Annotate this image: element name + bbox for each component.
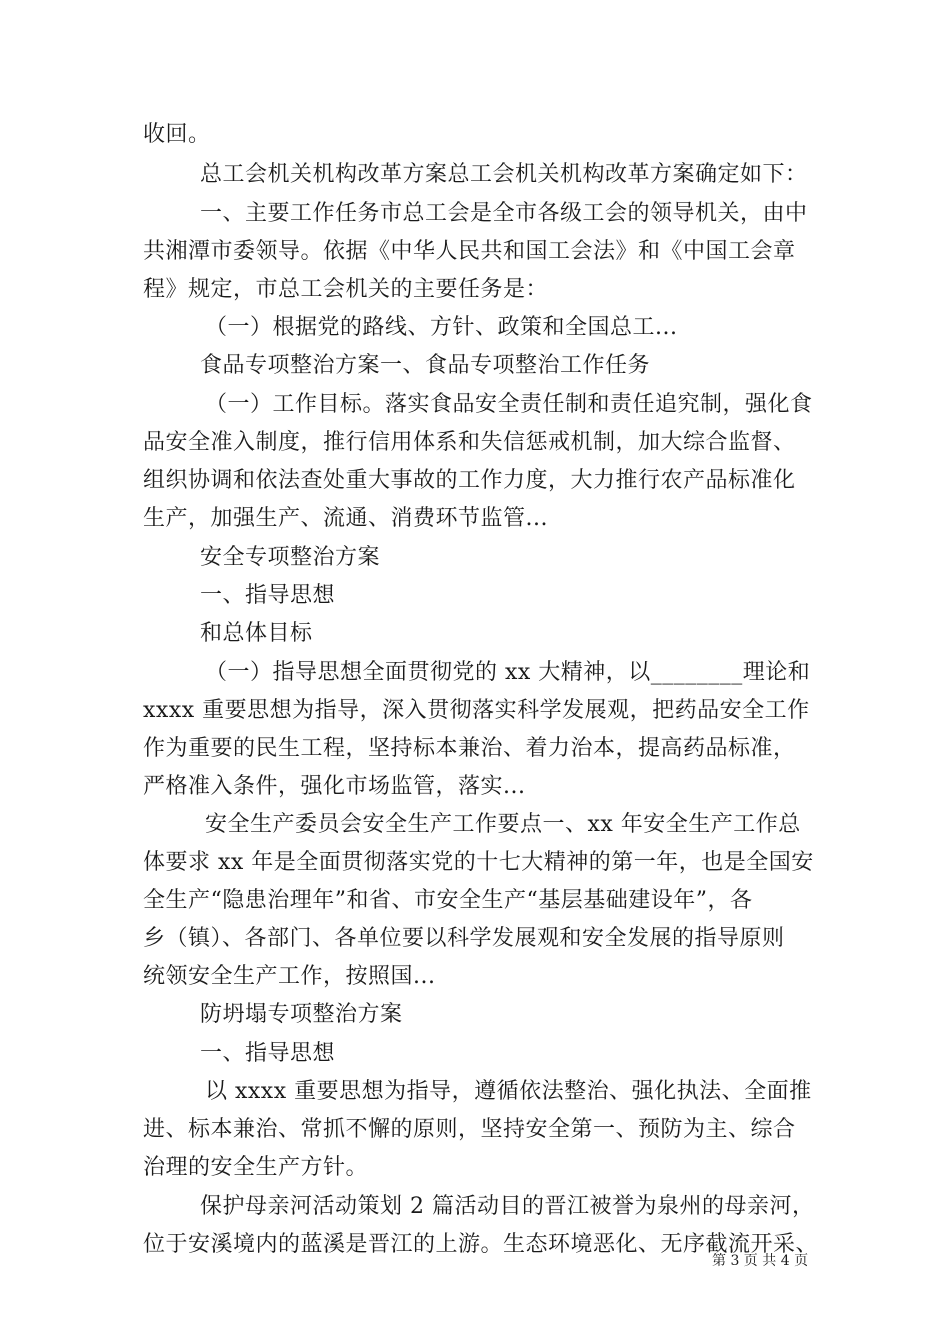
text-line: 安全专项整治方案	[200, 545, 381, 570]
text-line: 一、指导思想	[200, 1041, 336, 1066]
text-line: 生产，加强生产、流通、消费环节监管...	[143, 506, 548, 531]
text-line: 乡（镇）、各部门、各单位要以科学发展观和安全发展的指导原则	[143, 926, 785, 951]
text-line: 食品专项整治方案一、食品专项整治工作任务	[200, 353, 651, 378]
text-line: 全生产“隐患治理年”和省、市安全生产“基层基础建设年”，各	[143, 888, 753, 913]
text-line: 一、指导思想	[200, 583, 336, 608]
text-line: 治理的安全生产方针。	[143, 1155, 369, 1180]
text-line: xxxx 重要思想为指导，深入贯彻落实科学发展观，把药品安全工作	[143, 698, 810, 723]
text-line: 保护母亲河活动策划 2 篇活动目的晋江被誉为泉州的母亲河，	[200, 1194, 815, 1219]
text-line: 收回。	[143, 122, 211, 147]
page-number-footer: 第 3 页 共 4 页	[712, 1253, 809, 1269]
text-line: （一）工作目标。落实食品安全责任制和责任追究制，强化食	[205, 392, 813, 417]
text-line: 防坍塌专项整治方案	[200, 1002, 403, 1027]
text-line: 组织协调和依法查处重大事故的工作力度，大力推行农产品标准化	[143, 468, 796, 493]
text-line: 一、主要工作任务市总工会是全市各级工会的领导机关，由中	[200, 201, 808, 226]
text-line: 和总体目标	[200, 621, 313, 646]
text-line: 程》规定，市总工会机关的主要任务是：	[143, 277, 549, 302]
text-line: 进、标本兼治、常抓不懈的原则，坚持安全第一、预防为主、综合	[143, 1117, 796, 1142]
text-line: 严格准入条件，强化市场监管，落实...	[143, 774, 526, 799]
text-line: 作为重要的民生工程，坚持标本兼治、着力治本，提高药品标准，	[143, 736, 796, 761]
text-line: 位于安溪境内的蓝溪是晋江的上游。生态环境恶化、无序截流开采、	[143, 1232, 819, 1257]
text-line: 安全生产委员会安全生产工作要点一、xx 年安全生产工作总	[205, 812, 801, 837]
text-line: （一）根据党的路线、方针、政策和全国总工...	[205, 315, 678, 340]
text-line: 体要求 xx 年是全面贯彻落实党的十七大精神的第一年，也是全国安	[143, 850, 814, 875]
text-line: 品安全准入制度，推行信用体系和失信惩戒机制，加大综合监督、	[143, 430, 796, 455]
text-line: 统领安全生产工作，按照国...	[143, 964, 436, 989]
text-line: （一）指导思想全面贯彻党的 xx 大精神，以________理论和	[205, 660, 811, 685]
text-line: 以 xxxx 重要思想为指导，遵循依法整治、强化执法、全面推	[205, 1079, 812, 1104]
text-line: 总工会机关机构改革方案总工会机关机构改革方案确定如下：	[200, 162, 808, 187]
text-line: 共湘潭市委领导。依据《中华人民共和国工会法》和《中国工会章	[143, 239, 796, 264]
